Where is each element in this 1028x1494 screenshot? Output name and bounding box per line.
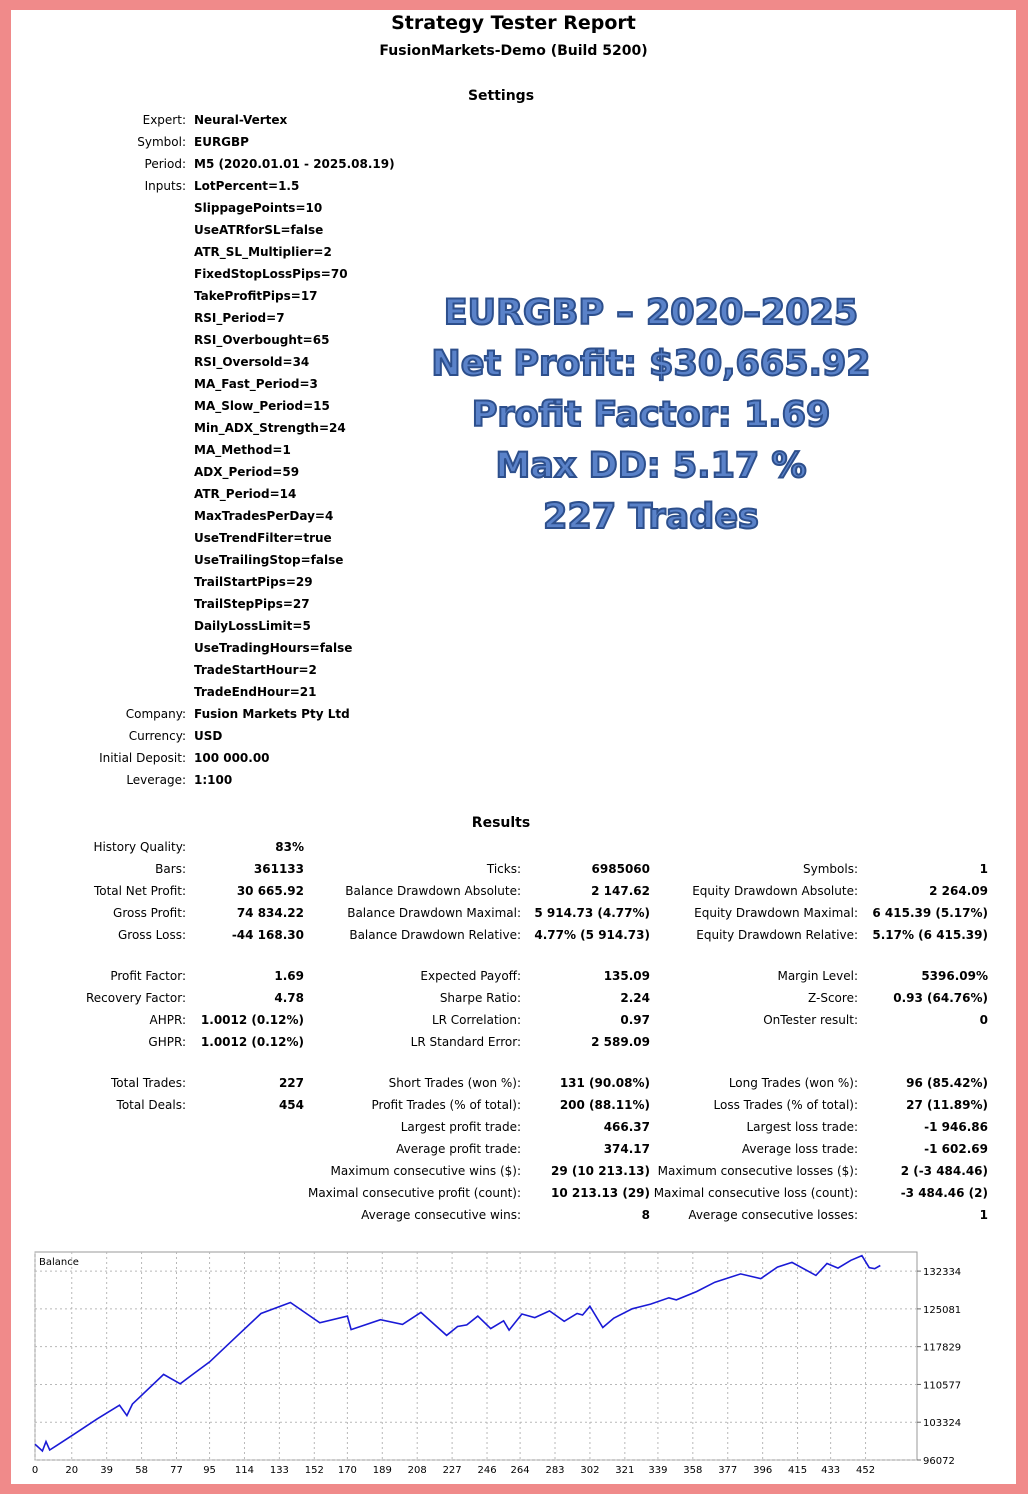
input-param: TrailStartPips=29 xyxy=(194,575,313,589)
x-tick-label: 95 xyxy=(203,1465,216,1476)
x-tick-label: 189 xyxy=(372,1465,392,1476)
input-param: FixedStopLossPips=70 xyxy=(194,267,348,281)
result-label: Short Trades (won %): xyxy=(388,1076,521,1090)
result-value: 1.0012 (0.12%) xyxy=(200,1013,304,1027)
result-value: 5 914.73 (4.77%) xyxy=(534,906,650,920)
result-value: 2 147.62 xyxy=(591,884,650,898)
chart-title: Balance xyxy=(39,1257,79,1268)
x-tick-label: 246 xyxy=(477,1465,497,1476)
result-label: Total Trades: xyxy=(111,1076,186,1090)
result-label: Average consecutive losses: xyxy=(688,1208,858,1222)
result-value: 2 (-3 484.46) xyxy=(900,1164,988,1178)
result-value: 227 xyxy=(278,1076,304,1090)
result-label: Loss Trades (% of total): xyxy=(713,1098,858,1112)
input-param: ATR_SL_Multiplier=2 xyxy=(194,245,332,259)
result-value: 74 834.22 xyxy=(236,906,304,920)
input-param: DailyLossLimit=5 xyxy=(194,619,311,633)
x-tick-label: 396 xyxy=(753,1465,773,1476)
input-param: SlippagePoints=10 xyxy=(194,201,323,215)
result-label: Maximum consecutive wins ($): xyxy=(330,1164,521,1178)
y-tick-label: 103324 xyxy=(923,1418,962,1430)
y-tick-label: 110577 xyxy=(923,1380,962,1392)
result-label: LR Standard Error: xyxy=(410,1035,521,1049)
result-label: Average loss trade: xyxy=(741,1142,858,1156)
result-value: 5.17% (6 415.39) xyxy=(872,928,988,942)
period-value: M5 (2020.01.01 - 2025.08.19) xyxy=(194,157,395,171)
x-tick-label: 58 xyxy=(135,1465,148,1476)
input-param: ADX_Period=59 xyxy=(194,465,300,479)
inputs-label: Inputs: xyxy=(144,179,186,193)
result-value: 1 xyxy=(979,1208,988,1222)
result-label: Balance Drawdown Relative: xyxy=(349,928,521,942)
result-value: 1.69 xyxy=(274,969,304,983)
result-label: Maximal consecutive loss (count): xyxy=(653,1186,858,1200)
x-tick-label: 321 xyxy=(615,1465,635,1476)
result-label: LR Correlation: xyxy=(431,1013,521,1027)
chart-y-axis xyxy=(923,1267,961,1467)
input-param: TradeEndHour=21 xyxy=(194,685,317,699)
result-value: 1.0012 (0.12%) xyxy=(200,1035,304,1049)
result-value: 10 213.13 (29) xyxy=(550,1186,650,1200)
result-value: 454 xyxy=(278,1098,304,1112)
result-value: 29 (10 213.13) xyxy=(550,1164,650,1178)
x-tick-label: 433 xyxy=(821,1465,841,1476)
overlay-max-drawdown: Max DD: 5.17 % xyxy=(495,446,807,486)
input-param: ATR_Period=14 xyxy=(194,487,297,501)
x-tick-label: 133 xyxy=(269,1465,289,1476)
settings-heading: Settings xyxy=(467,88,535,104)
input-param: UseTradingHours=false xyxy=(194,641,353,655)
result-value: 200 (88.11%) xyxy=(559,1098,650,1112)
result-value: 0 xyxy=(979,1013,988,1027)
result-value: 2 264.09 xyxy=(929,884,988,898)
result-value: 2 589.09 xyxy=(591,1035,650,1049)
currency-value: USD xyxy=(194,729,223,743)
result-value: 1 xyxy=(979,862,988,876)
result-value: -44 168.30 xyxy=(231,928,304,942)
symbol-value: EURGBP xyxy=(194,135,249,149)
result-value: 96 (85.42%) xyxy=(906,1076,988,1090)
result-label: Profit Factor: xyxy=(110,969,186,983)
report-subtitle: FusionMarkets-Demo (Build 5200) xyxy=(379,43,648,59)
result-value: 374.17 xyxy=(603,1142,650,1156)
x-tick-label: 264 xyxy=(510,1465,530,1476)
input-param: RSI_Oversold=34 xyxy=(194,355,310,369)
overlay-symbol-range: EURGBP – 2020–2025 xyxy=(443,293,859,333)
input-param: UseTrendFilter=true xyxy=(194,531,332,545)
input-param: RSI_Overbought=65 xyxy=(194,333,330,347)
result-value: -1 946.86 xyxy=(924,1120,988,1134)
result-label: Average profit trade: xyxy=(396,1142,521,1156)
x-tick-label: 0 xyxy=(31,1465,39,1476)
y-tick-label: 125081 xyxy=(923,1304,962,1316)
result-label: Total Deals: xyxy=(116,1098,186,1112)
history-quality-label: History Quality: xyxy=(93,840,186,854)
result-label: Equity Drawdown Maximal: xyxy=(694,906,858,920)
symbol-label: Symbol: xyxy=(137,135,186,149)
x-tick-label: 152 xyxy=(304,1465,324,1476)
x-tick-label: 358 xyxy=(683,1465,703,1476)
x-tick-label: 415 xyxy=(788,1465,808,1476)
result-label: Balance Drawdown Maximal: xyxy=(347,906,521,920)
input-param: UseATRforSL=false xyxy=(194,223,324,237)
result-value: 131 (90.08%) xyxy=(559,1076,650,1090)
x-tick-label: 39 xyxy=(100,1465,114,1476)
x-tick-label: 452 xyxy=(856,1465,876,1476)
deposit-value: 100 000.00 xyxy=(194,751,270,765)
results-heading: Results xyxy=(471,815,531,831)
y-tick-label: 132334 xyxy=(923,1267,962,1279)
result-label: AHPR: xyxy=(149,1013,186,1027)
overlay-net-profit: Net Profit: $30,665.92 xyxy=(431,344,871,384)
input-param: LotPercent=1.5 xyxy=(194,179,300,193)
result-value: 30 665.92 xyxy=(236,884,304,898)
leverage-label: Leverage: xyxy=(126,773,186,787)
report-page xyxy=(11,10,1016,1484)
result-label: OnTester result: xyxy=(763,1013,858,1027)
result-value: 4.77% (5 914.73) xyxy=(534,928,650,942)
x-tick-label: 339 xyxy=(648,1465,668,1476)
x-tick-label: 283 xyxy=(545,1465,565,1476)
result-value: 466.37 xyxy=(603,1120,650,1134)
y-tick-label: 117829 xyxy=(923,1342,962,1354)
result-label: Long Trades (won %): xyxy=(728,1076,858,1090)
result-label: Equity Drawdown Relative: xyxy=(696,928,858,942)
leverage-value: 1:100 xyxy=(194,773,233,787)
result-value: 361133 xyxy=(253,862,304,876)
result-label: Expected Payoff: xyxy=(420,969,521,983)
result-value: 0.97 xyxy=(620,1013,650,1027)
result-label: Sharpe Ratio: xyxy=(439,991,521,1005)
deposit-label: Initial Deposit: xyxy=(99,751,186,765)
company-value: Fusion Markets Pty Ltd xyxy=(194,707,350,721)
input-param: MA_Fast_Period=3 xyxy=(194,377,318,391)
result-value: -1 602.69 xyxy=(924,1142,988,1156)
result-label: Largest profit trade: xyxy=(400,1120,521,1134)
result-value: 6 415.39 (5.17%) xyxy=(872,906,988,920)
result-value: -3 484.46 (2) xyxy=(900,1186,988,1200)
result-value: 5396.09% xyxy=(921,969,988,983)
input-param: MaxTradesPerDay=4 xyxy=(194,509,334,523)
result-label: Maximal consecutive profit (count): xyxy=(307,1186,521,1200)
result-label: Profit Trades (% of total): xyxy=(371,1098,521,1112)
x-tick-label: 77 xyxy=(170,1465,183,1476)
input-param: Min_ADX_Strength=24 xyxy=(194,421,346,435)
x-tick-label: 208 xyxy=(407,1465,427,1476)
chart-frame xyxy=(35,1252,917,1460)
result-label: Margin Level: xyxy=(777,969,858,983)
result-label: Recovery Factor: xyxy=(85,991,186,1005)
result-label: Z-Score: xyxy=(808,991,858,1005)
result-label: GHPR: xyxy=(148,1035,186,1049)
report-title: Strategy Tester Report xyxy=(391,12,636,34)
expert-label: Expert: xyxy=(142,113,186,127)
x-tick-label: 20 xyxy=(65,1465,79,1476)
result-value: 2.24 xyxy=(620,991,650,1005)
result-label: Balance Drawdown Absolute: xyxy=(345,884,521,898)
input-param: UseTrailingStop=false xyxy=(194,553,344,567)
x-tick-label: 377 xyxy=(718,1465,738,1476)
result-label: Maximum consecutive losses ($): xyxy=(657,1164,858,1178)
overlay-profit-factor: Profit Factor: 1.69 xyxy=(471,395,831,435)
x-tick-label: 302 xyxy=(580,1465,600,1476)
result-value: 0.93 (64.76%) xyxy=(893,991,988,1005)
result-label: Gross Loss: xyxy=(118,928,186,942)
company-label: Company: xyxy=(125,707,186,721)
result-label: Average consecutive wins: xyxy=(361,1208,521,1222)
input-param: MA_Method=1 xyxy=(194,443,291,457)
result-label: Gross Profit: xyxy=(113,906,186,920)
result-label: Bars: xyxy=(155,862,186,876)
result-label: Symbols: xyxy=(803,862,858,876)
input-param: MA_Slow_Period=15 xyxy=(194,399,330,413)
x-tick-label: 227 xyxy=(442,1465,462,1476)
currency-label: Currency: xyxy=(128,729,186,743)
x-tick-label: 170 xyxy=(337,1465,357,1476)
history-quality-value: 83% xyxy=(275,840,304,854)
y-tick-label: 96072 xyxy=(923,1456,955,1467)
period-label: Period: xyxy=(144,157,186,171)
x-tick-label: 114 xyxy=(234,1465,255,1476)
balance-chart xyxy=(11,1244,1016,1484)
result-label: Equity Drawdown Absolute: xyxy=(692,884,858,898)
chart-x-axis xyxy=(32,1465,875,1476)
result-value: 4.78 xyxy=(274,991,304,1005)
input-param: TradeStartHour=2 xyxy=(194,663,317,677)
input-param: TrailStepPips=27 xyxy=(194,597,310,611)
result-value: 8 xyxy=(641,1208,650,1222)
overlay-trade-count: 227 Trades xyxy=(543,497,759,537)
input-param: RSI_Period=7 xyxy=(194,311,285,325)
input-param: TakeProfitPips=17 xyxy=(194,289,318,303)
result-label: Largest loss trade: xyxy=(746,1120,858,1134)
result-label: Ticks: xyxy=(486,862,521,876)
result-label: Total Net Profit: xyxy=(93,884,186,898)
result-value: 27 (11.89%) xyxy=(906,1098,988,1112)
result-value: 135.09 xyxy=(603,969,650,983)
expert-value: Neural-Vertex xyxy=(194,113,288,127)
result-value: 6985060 xyxy=(591,862,650,876)
